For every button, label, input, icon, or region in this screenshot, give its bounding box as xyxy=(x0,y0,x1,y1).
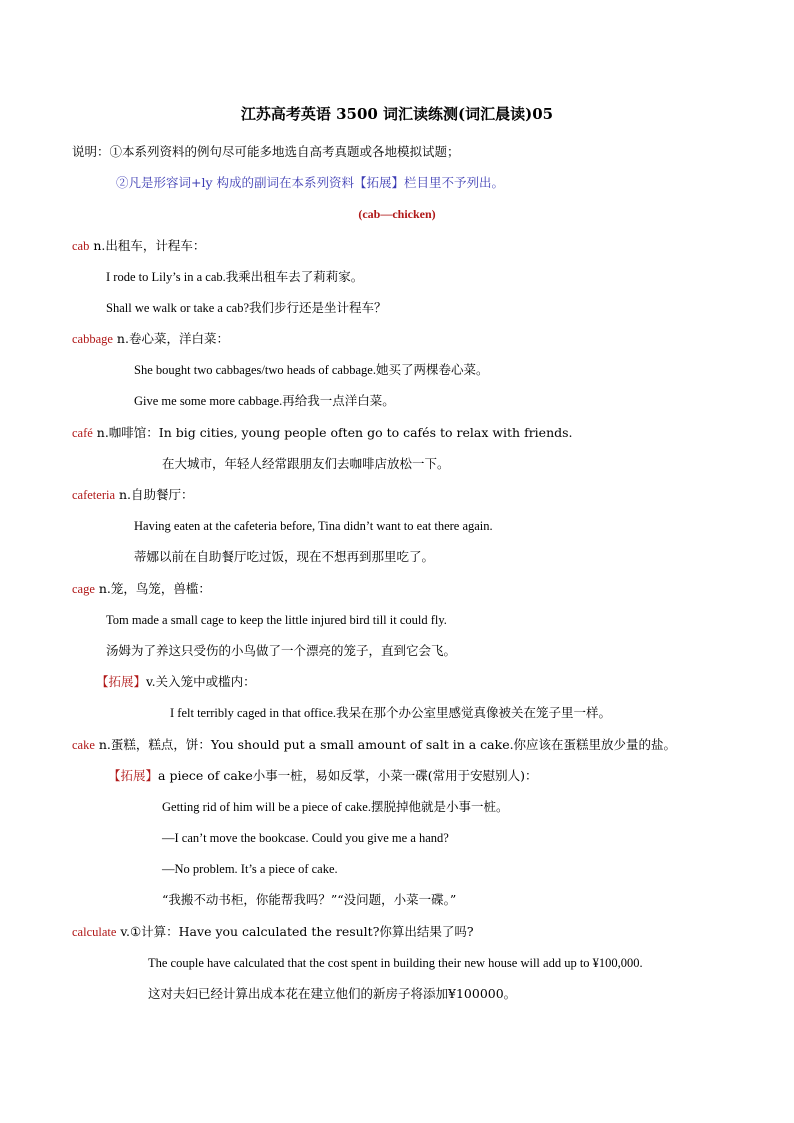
headword-cafe: café xyxy=(72,426,93,440)
example-cafe-1: 在大城市，年轻人经常跟朋友们去咖啡店放松一下。 xyxy=(162,456,450,471)
note-second: ②凡是形容词+ly 构成的副词在本系列资料【拓展】栏目里不予列出。 xyxy=(116,175,505,190)
headword-cake: cake xyxy=(72,738,95,752)
extension-def-cake: a piece of cake小事一桩，易如反掌，小菜一碟(常用于安慰别人)： xyxy=(158,768,538,783)
definition-cake: n.蛋糕，糕点，饼：You should put a small amount of salt in a cake.你应该在蛋糕里放少量的盐。 xyxy=(94,737,677,752)
page-title: 江苏高考英语 3500 词汇读练测(词汇晨读)05 xyxy=(240,105,554,123)
headword-cab: cab xyxy=(72,239,90,253)
entry-cafeteria xyxy=(72,487,194,503)
example-cabbage-1: She bought two cabbages/two heads of cabbage.她买了两棵卷心菜。 xyxy=(134,363,489,377)
example-cake-3: —No problem. It’s a piece of cake. xyxy=(162,862,338,876)
example-cake-2: —I can’t move the bookcase. Could you give me a hand? xyxy=(162,831,449,845)
extension-tag-cake: 【拓展】 xyxy=(108,768,159,783)
headword-calculate: calculate xyxy=(72,925,117,939)
extension-def-cage: v.关入笼中或槛内： xyxy=(146,674,256,689)
example-cake-4: “我搬不动书柜，你能帮我吗？”“没问题，小菜一碟。” xyxy=(162,892,457,907)
entry-cake xyxy=(72,737,676,753)
definition-cafe: n.咖啡馆：In big cities, young people often go to cafés to relax with friends. xyxy=(92,425,573,440)
example-calculate-2: 这对夫妇已经计算出成本花在建立他们的新房子将添加¥100000。 xyxy=(148,986,517,1001)
definition-cab: n.出租车，计程车： xyxy=(89,238,206,253)
example-cake-1: Getting rid of him will be a piece of cake.摆脱掉他就是小事一桩。 xyxy=(162,800,509,814)
definition-cafeteria: n.自助餐厅： xyxy=(115,487,194,502)
example-calculate-1: The couple have calculated that the cost spent in building their new house will add up to ¥100,000. xyxy=(148,956,643,970)
entry-cage xyxy=(72,581,211,597)
headword-cabbage: cabbage xyxy=(72,332,113,346)
example-cafeteria-2: 蒂娜以前在自助餐厅吃过饭，现在不想再到那里吃了。 xyxy=(134,549,435,564)
example-cage-2: 汤姆为了养这只受伤的小鸟做了一个漂亮的笼子，直到它会飞。 xyxy=(106,643,457,658)
definition-cage: n.笼，鸟笼，兽槛： xyxy=(94,581,211,596)
entry-calculate xyxy=(72,924,474,940)
headword-cage: cage xyxy=(72,582,95,596)
extension-tag-cage: 【拓展】 xyxy=(96,674,147,689)
entry-cabbage xyxy=(72,331,229,347)
definition-cabbage: n.卷心菜，洋白菜： xyxy=(112,331,229,346)
example-cabbage-2: Give me some more cabbage.再给我一点洋白菜。 xyxy=(134,394,395,408)
definition-calculate: v.①计算：Have you calculated the result?你算出结果了吗? xyxy=(116,924,474,939)
extension-cake xyxy=(108,768,538,784)
example-cage-ext: I felt terribly caged in that office.我呆在那个办公室里感觉真像被关在笼子里一样。 xyxy=(170,706,612,720)
range-subtitle: (cab—chicken) xyxy=(358,207,436,221)
headword-cafeteria: cafeteria xyxy=(72,488,116,502)
note-intro: 说明：①本系列资料的例句尽可能多地选自高考真题或各地模拟试题； xyxy=(72,144,460,159)
extension-cage xyxy=(96,674,256,690)
example-cab-1: I rode to Lily’s in a cab.我乘出租车去了莉莉家。 xyxy=(106,270,364,284)
entry-cafe xyxy=(72,425,573,441)
example-cab-2: Shall we walk or take a cab?我们步行还是坐计程车？ xyxy=(106,301,387,315)
example-cage-1: Tom made a small cage to keep the little injured bird till it could fly. xyxy=(106,613,447,627)
entry-cab xyxy=(72,238,205,254)
example-cafeteria-1: Having eaten at the cafeteria before, Tina didn’t want to eat there again. xyxy=(134,519,493,533)
